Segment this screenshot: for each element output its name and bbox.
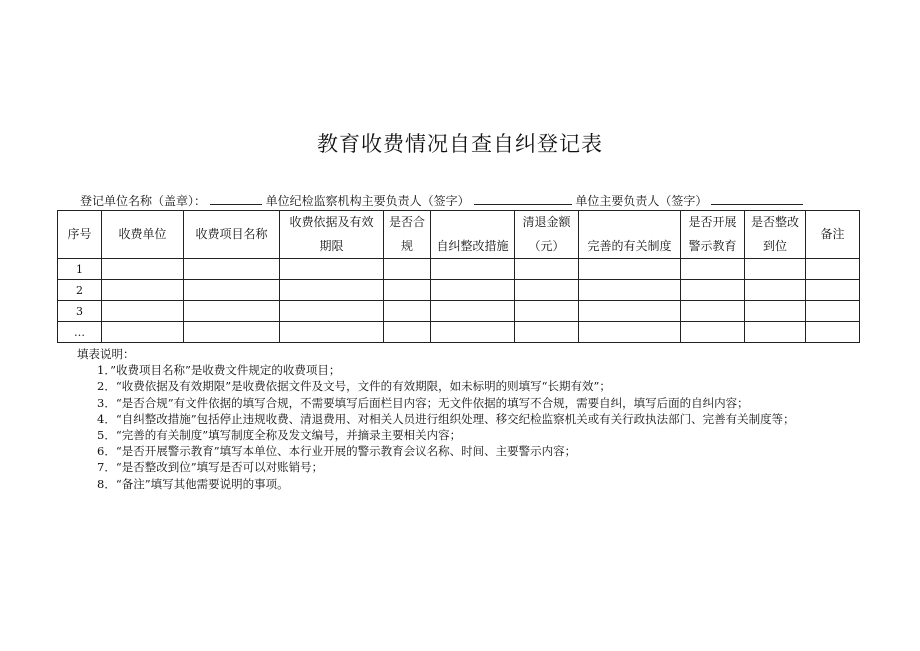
instruction-item: 1．”收费项目名称”是收费文件规定的收费项目； [97, 363, 341, 378]
table-cell[interactable] [745, 322, 806, 343]
header-fee-item-name: 收费项目名称 [184, 211, 280, 259]
header-remarks: 备注 [806, 211, 860, 259]
header-seq: 序号 [58, 211, 102, 259]
table-row [58, 322, 860, 343]
table-cell[interactable] [515, 301, 579, 322]
table-cell[interactable] [184, 280, 280, 301]
table-cell[interactable] [384, 301, 431, 322]
table-cell[interactable] [431, 259, 515, 280]
instruction-item: 5．“完善的有关制度”填写制度全称及发文编号，并摘录主要相关内容； [97, 428, 462, 443]
table-cell[interactable] [515, 280, 579, 301]
discipline-officer-label: 单位纪检监察机构主要负责人（签字） [265, 194, 470, 208]
header-charging-unit: 收费单位 [102, 211, 184, 259]
table-cell[interactable] [579, 322, 681, 343]
header-fee-basis-validity: 收费依据及有效 期限 [280, 211, 384, 259]
instruction-item: 3．“是否合规”有文件依据的填写合规，不需要填写后面栏目内容；无文件依据的填写不合规，需要自纠，填写后面的自纠内容； [97, 395, 749, 410]
form-title: 教育收费情况自查自纠登记表 [317, 132, 603, 156]
table-cell[interactable] [184, 259, 280, 280]
table-cell[interactable] [515, 259, 579, 280]
table-cell[interactable] [384, 322, 431, 343]
row-index: 3 [58, 301, 102, 322]
table-row [58, 280, 860, 301]
table-cell[interactable] [681, 301, 745, 322]
registration-line [80, 192, 803, 209]
table-cell[interactable] [806, 322, 860, 343]
table-cell[interactable] [184, 322, 280, 343]
row-index: … [58, 322, 102, 343]
table-cell[interactable] [280, 301, 384, 322]
header-rectification-measures: 自纠整改措施 [431, 211, 515, 259]
table-cell[interactable] [806, 301, 860, 322]
header-improved-systems: 完善的有关制度 [579, 211, 681, 259]
table-cell[interactable] [806, 259, 860, 280]
header-warning-education: 是否开展 警示教育 [681, 211, 745, 259]
instruction-item: 7．“是否整改到位”填写是否可以对账销号； [97, 460, 324, 475]
table-cell[interactable] [280, 280, 384, 301]
table-cell[interactable] [806, 280, 860, 301]
table-cell[interactable] [102, 259, 184, 280]
row-index: 2 [58, 280, 102, 301]
table-row [58, 259, 860, 280]
table-cell[interactable] [681, 280, 745, 301]
table-cell[interactable] [515, 322, 579, 343]
unit-head-label: 单位主要负责人（签字） [575, 194, 708, 208]
table-cell[interactable] [579, 301, 681, 322]
table-cell[interactable] [431, 280, 515, 301]
table-row [58, 301, 860, 322]
instructions-heading: 填表说明： [77, 347, 135, 361]
header-rectified: 是否整改 到位 [745, 211, 806, 259]
table-cell[interactable] [431, 322, 515, 343]
discipline-officer-signature-blank[interactable] [474, 194, 572, 205]
table-cell[interactable] [184, 301, 280, 322]
table-cell[interactable] [681, 322, 745, 343]
table-cell[interactable] [384, 280, 431, 301]
table-cell[interactable] [745, 301, 806, 322]
table-cell[interactable] [102, 280, 184, 301]
table-header-row [58, 211, 860, 259]
filling-instructions [57, 346, 862, 492]
row-index: 1 [58, 259, 102, 280]
header-refund-amount: 清退金额 （元） [515, 211, 579, 259]
unit-head-signature-blank[interactable] [711, 194, 803, 205]
table-cell[interactable] [745, 280, 806, 301]
table-cell[interactable] [280, 322, 384, 343]
table-cell[interactable] [579, 280, 681, 301]
instruction-item: 4．“自纠整改措施”包括停止违规收费、清退费用、对相关人员进行组织处理、移交纪检监察机关或有关行政执法部门、完善有关制度等； [97, 411, 795, 426]
table-cell[interactable] [384, 259, 431, 280]
table-cell[interactable] [102, 301, 184, 322]
header-compliant: 是否合 规 [384, 211, 431, 259]
table-cell[interactable] [102, 322, 184, 343]
table-cell[interactable] [681, 259, 745, 280]
instruction-item: 8．“备注”填写其他需要说明的事项。 [97, 476, 289, 491]
registration-table [57, 210, 860, 343]
unit-name-blank[interactable] [210, 194, 262, 205]
unit-name-label: 登记单位名称（盖章）： [80, 194, 207, 208]
table-cell[interactable] [579, 259, 681, 280]
instruction-item: 6．“是否开展警示教育”填写本单位、本行业开展的警示教育会议名称、时间、主要警示内容； [97, 444, 577, 459]
table-cell[interactable] [431, 301, 515, 322]
table-cell[interactable] [280, 259, 384, 280]
table-cell[interactable] [745, 259, 806, 280]
instruction-item: 2．“收费依据及有效期限”是收费依据文件及文号，文件的有效期限，如未标明的则填写“长期有效”； [97, 379, 611, 394]
